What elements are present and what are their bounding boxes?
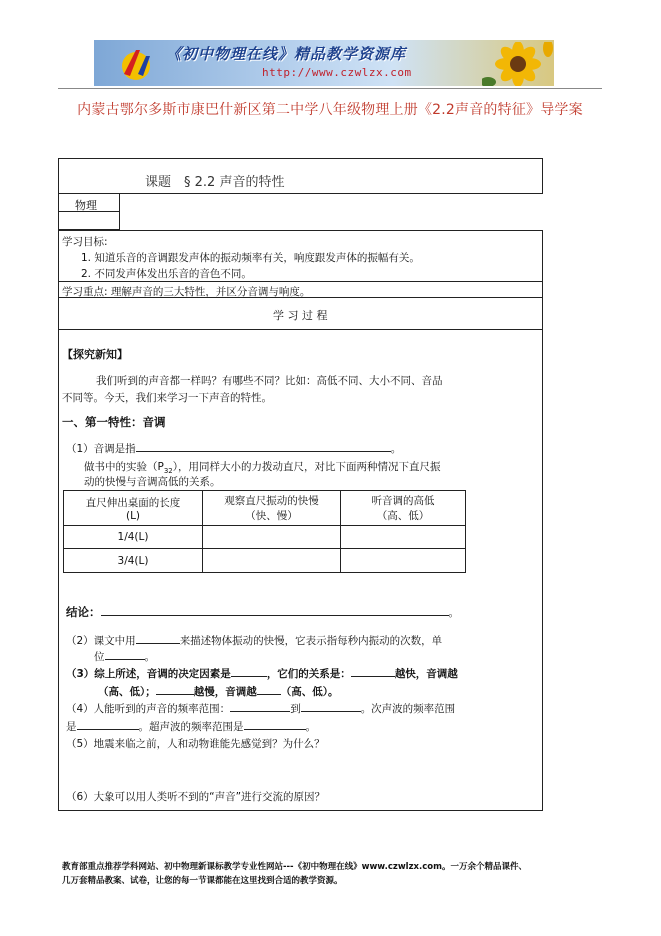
- footer-line-2: 几万套精品教案、试卷，让您的每一节课都能在这里找到合适的教学资源。: [62, 876, 343, 886]
- banner-title: 《初中物理在线》精品教学资源库: [166, 45, 407, 63]
- table-row: [64, 549, 466, 573]
- q3-text-d: （高、低）；: [98, 686, 156, 698]
- header-sub: （高、低）: [376, 510, 430, 522]
- q3-line-2: [98, 683, 339, 699]
- experiment-line-1: [84, 459, 441, 475]
- header-banner: [94, 40, 554, 86]
- subject-cell: [58, 193, 120, 212]
- site-logo-icon: [116, 44, 162, 82]
- q1-blank[interactable]: [136, 440, 391, 452]
- key-points-box: [58, 281, 543, 298]
- header-text: 听音调的高低: [371, 495, 435, 507]
- q2-line-1: [66, 632, 442, 648]
- process-title: 学 习 过 程: [273, 309, 328, 322]
- experiment-line-2: 动的快慢与音调高低的关系。: [84, 476, 221, 488]
- q2-text-c: 位: [94, 651, 105, 663]
- document-title: 内蒙古鄂尔多斯市康巴什新区第二中学八年级物理上册《2.2声音的特征》导学案: [77, 102, 583, 118]
- header-text: 直尺伸出桌面的长度: [85, 496, 181, 509]
- explore-intro-2: 不同等。今天，我们来学习一下声音的特性。: [62, 392, 272, 404]
- topic-box: [58, 158, 543, 194]
- q1-end: 。: [390, 443, 402, 455]
- q2-text-d: 。: [144, 651, 155, 663]
- q4-text-c: 。次声波的频率范围: [360, 703, 456, 715]
- objective-item-1: 1. 知道乐音的音调跟发声体的振动频率有关，响度跟发声体的振幅有关。: [81, 252, 420, 264]
- objectives-label: 学习目标:: [62, 236, 108, 248]
- q4-text-a: （4）人能听到的声音的频率范围：: [66, 703, 231, 715]
- q3-text-e: 越慢，音调越: [193, 686, 257, 698]
- q3-text-a: （3）综上所述，音调的决定因素是: [66, 668, 231, 680]
- conclusion-blank[interactable]: [101, 604, 449, 616]
- subject-cell-empty: [58, 211, 120, 230]
- header-rule: [58, 88, 602, 89]
- explore-intro-1: 我们听到的声音都一样吗？有哪些不同？比如：高低不同、大小不同、音品: [96, 375, 443, 387]
- table-header-cell: [64, 491, 203, 526]
- conclusion-end: 。: [448, 607, 459, 619]
- objective-item-2: 2. 不同发声体发出乐音的音色不同。: [81, 268, 252, 280]
- conclusion-label: 结论：: [66, 605, 101, 619]
- q4-text-e: 。超声波的频率范围是: [138, 721, 244, 733]
- q2-line-2: [94, 648, 155, 664]
- q2-text-a: （2）课文中用: [66, 635, 136, 647]
- q1-text: （1）音调是指: [66, 443, 136, 455]
- footer-line-1: 教育部重点推荐学科网站、初中物理新课标教学专业性网站---《初中物理在线》www.czwlzx.com。一万余个精品课件、: [62, 862, 527, 872]
- q4-blank-3[interactable]: [77, 718, 139, 730]
- table-cell-blank[interactable]: [203, 526, 341, 549]
- q3-line-1: [66, 665, 458, 681]
- objectives-box: [58, 230, 543, 282]
- subject-label: 物理: [75, 199, 97, 212]
- banner-url[interactable]: http://www.czwlzx.com: [262, 66, 412, 79]
- conclusion-line: [66, 604, 459, 620]
- q4-text-f: 。: [305, 721, 316, 733]
- q3-text-c: 越快，音调越: [394, 668, 458, 680]
- q3-text-b: ，它们的关系是：: [266, 668, 351, 680]
- key-points: 学习重点: 理解声音的三大特性，并区分音调与响度。: [62, 286, 311, 298]
- q4-text-d: 是: [66, 721, 77, 733]
- table-cell-blank[interactable]: [203, 549, 341, 573]
- table-header-row: [64, 491, 466, 526]
- q3-text-f: （高、低）。: [280, 686, 339, 698]
- page-footer: [62, 860, 622, 888]
- experiment-table: [63, 490, 466, 573]
- q3-blank-4[interactable]: [257, 683, 281, 695]
- q3-blank-2[interactable]: [351, 665, 395, 677]
- table-header-cell: [341, 491, 466, 526]
- q4-line-2: [66, 718, 316, 734]
- q1-line: [66, 440, 401, 456]
- table-cell-blank[interactable]: [341, 526, 466, 549]
- q3-blank-1[interactable]: [231, 665, 267, 677]
- table-row: [64, 526, 466, 549]
- exp-text-a: 做书中的实验（P: [84, 461, 164, 473]
- exp-page-sub: 32: [163, 467, 173, 476]
- q2-blank-1[interactable]: [136, 632, 180, 644]
- q4-text-b: 到: [290, 703, 301, 715]
- table-header-cell: [203, 491, 341, 526]
- table-cell: 1/4(L): [64, 526, 203, 549]
- process-header-box: [58, 297, 543, 330]
- header-sub: (L): [125, 509, 141, 522]
- q5-text: （5）地震来临之前，人和动物谁能先感觉到？为什么？: [66, 738, 325, 750]
- header-text: 观察直尺振动的快慢: [224, 495, 319, 507]
- lesson-topic: 课题 § 2.2 声音的特性: [145, 175, 285, 190]
- section1-heading: 一、第一特性：音调: [62, 415, 166, 429]
- exp-text-b: ），用同样大小的力拨动直尺，对比下面两种情况下直尺振: [172, 461, 441, 473]
- q4-blank-4[interactable]: [244, 718, 306, 730]
- table-cell: 3/4(L): [64, 549, 203, 573]
- q6-text: （6）大象可以用人类听不到的“声音”进行交流的原因？: [66, 791, 326, 803]
- table-cell-blank[interactable]: [341, 549, 466, 573]
- sunflower-image: [482, 42, 554, 86]
- q2-text-b: 来描述物体振动的快慢，它表示指每秒内振动的次数，单: [179, 635, 443, 647]
- q2-blank-2[interactable]: [105, 648, 145, 660]
- header-sub: （快、慢）: [245, 510, 298, 522]
- q3-blank-3[interactable]: [156, 683, 194, 695]
- q4-line-1: [66, 700, 455, 716]
- q4-blank-1[interactable]: [230, 700, 290, 712]
- explore-heading: 【探究新知】: [62, 348, 128, 361]
- q4-blank-2[interactable]: [301, 700, 361, 712]
